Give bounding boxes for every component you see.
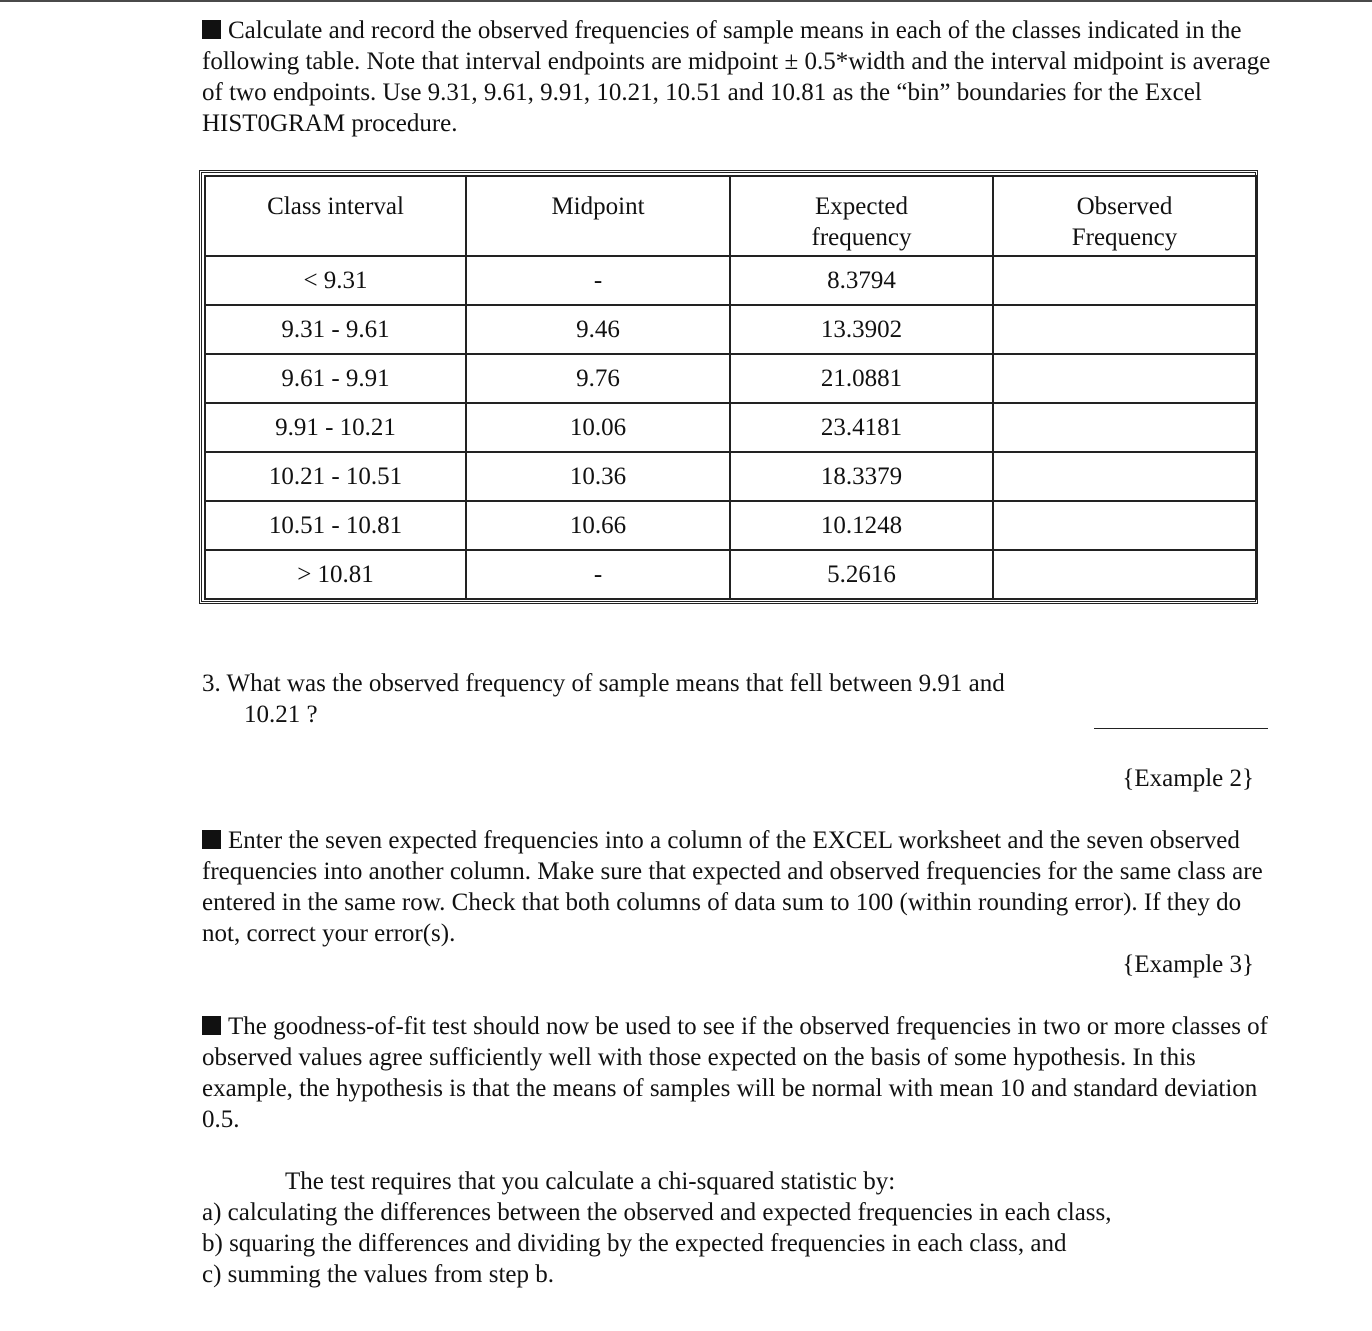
question-3-line-2: 10.21 ? xyxy=(244,701,318,728)
cell-expected: 13.3902 xyxy=(730,305,993,354)
cell-midpoint: 10.06 xyxy=(466,403,730,452)
cell-expected: 8.3794 xyxy=(730,256,993,305)
cell-interval: > 10.81 xyxy=(205,550,466,599)
intro-paragraph xyxy=(202,15,1272,139)
example-3-reference: {Example 3} xyxy=(1122,951,1254,978)
cell-midpoint: - xyxy=(466,550,730,599)
goodness-of-fit-paragraph xyxy=(202,1011,1272,1135)
square-bullet-icon xyxy=(202,20,221,39)
cell-midpoint: 9.76 xyxy=(466,354,730,403)
cell-interval: 10.21 - 10.51 xyxy=(205,452,466,501)
cell-expected: 21.0881 xyxy=(730,354,993,403)
table-row xyxy=(205,305,1256,354)
square-bullet-icon xyxy=(202,1016,221,1035)
header-midpoint: Midpoint xyxy=(466,176,730,256)
cell-midpoint: - xyxy=(466,256,730,305)
chi-squared-lead: The test requires that you calculate a chi-squared statistic by: xyxy=(285,1168,896,1195)
cell-expected: 18.3379 xyxy=(730,452,993,501)
cell-midpoint: 9.46 xyxy=(466,305,730,354)
cell-midpoint: 10.66 xyxy=(466,501,730,550)
table-row xyxy=(205,354,1256,403)
cell-midpoint: 10.36 xyxy=(466,452,730,501)
cell-observed-input[interactable] xyxy=(993,305,1256,354)
header-observed-frequency xyxy=(993,176,1256,256)
cell-interval: < 9.31 xyxy=(205,256,466,305)
chi-step-c: c) summing the values from step b. xyxy=(202,1261,555,1288)
cell-expected: 23.4181 xyxy=(730,403,993,452)
cell-interval: 9.91 - 10.21 xyxy=(205,403,466,452)
cell-expected: 10.1248 xyxy=(730,501,993,550)
question-3 xyxy=(202,668,1102,730)
cell-observed-input[interactable] xyxy=(993,256,1256,305)
square-bullet-icon xyxy=(202,830,221,849)
table-row xyxy=(205,550,1256,599)
chi-squared-steps xyxy=(202,1166,1272,1290)
cell-expected: 5.2616 xyxy=(730,550,993,599)
cell-observed-input[interactable] xyxy=(993,550,1256,599)
question-3-line-1: 3. What was the observed frequency of sample means that fell between 9.91 and xyxy=(202,670,1005,697)
intro-text: Calculate and record the observed frequencies of sample means in each of the classes indicated in the following table. Note that interval endpoints are midpoint ± 0.5*width and the interval midpoint is average of two endpoints. Use 9.31, 9.61, 9.91, 10.21, 10.51 and 10.81 as the “bin” boundaries for the Excel HIST0GRAM procedure. xyxy=(202,17,1271,137)
header-expected-frequency-text: Expected frequency xyxy=(811,193,912,251)
frequency-table xyxy=(199,170,1258,604)
cell-interval: 9.31 - 9.61 xyxy=(205,305,466,354)
cell-interval: 9.61 - 9.91 xyxy=(205,354,466,403)
cell-observed-input[interactable] xyxy=(993,501,1256,550)
enter-frequencies-text: Enter the seven expected frequencies into a column of the EXCEL worksheet and the seven observed frequencies into another column. Make sure that expected and observed frequencies for the same class are entered in the same row. Check that both columns of data sum to 100 (within rounding error). If they do not, correct your error(s). xyxy=(202,827,1263,947)
enter-frequencies-paragraph xyxy=(202,825,1272,949)
chi-step-b: b) squaring the differences and dividing by the expected frequencies in each class, and xyxy=(202,1230,1067,1257)
table-row xyxy=(205,256,1256,305)
answer-blank-line[interactable] xyxy=(1094,728,1268,729)
top-border xyxy=(0,0,1372,2)
table-header-row xyxy=(205,176,1256,256)
header-class-interval: Class interval xyxy=(205,176,466,256)
goodness-of-fit-text: The goodness-of-fit test should now be used to see if the observed frequencies in two or more classes of observed values agree sufficiently well with those expected on the basis of some hypothesis. In this example, the hypothesis is that the means of samples will be normal with mean 10 and standard deviation 0.5. xyxy=(202,1013,1269,1133)
header-expected-frequency xyxy=(730,176,993,256)
cell-interval: 10.51 - 10.81 xyxy=(205,501,466,550)
table-row xyxy=(205,501,1256,550)
chi-step-a: a) calculating the differences between the observed and expected frequencies in each class, xyxy=(202,1199,1112,1226)
header-observed-frequency-text: Observed Frequency xyxy=(1071,193,1178,251)
cell-observed-input[interactable] xyxy=(993,403,1256,452)
cell-observed-input[interactable] xyxy=(993,452,1256,501)
example-2-reference: {Example 2} xyxy=(1122,765,1254,792)
table-row xyxy=(205,452,1256,501)
cell-observed-input[interactable] xyxy=(993,354,1256,403)
table-row xyxy=(205,403,1256,452)
